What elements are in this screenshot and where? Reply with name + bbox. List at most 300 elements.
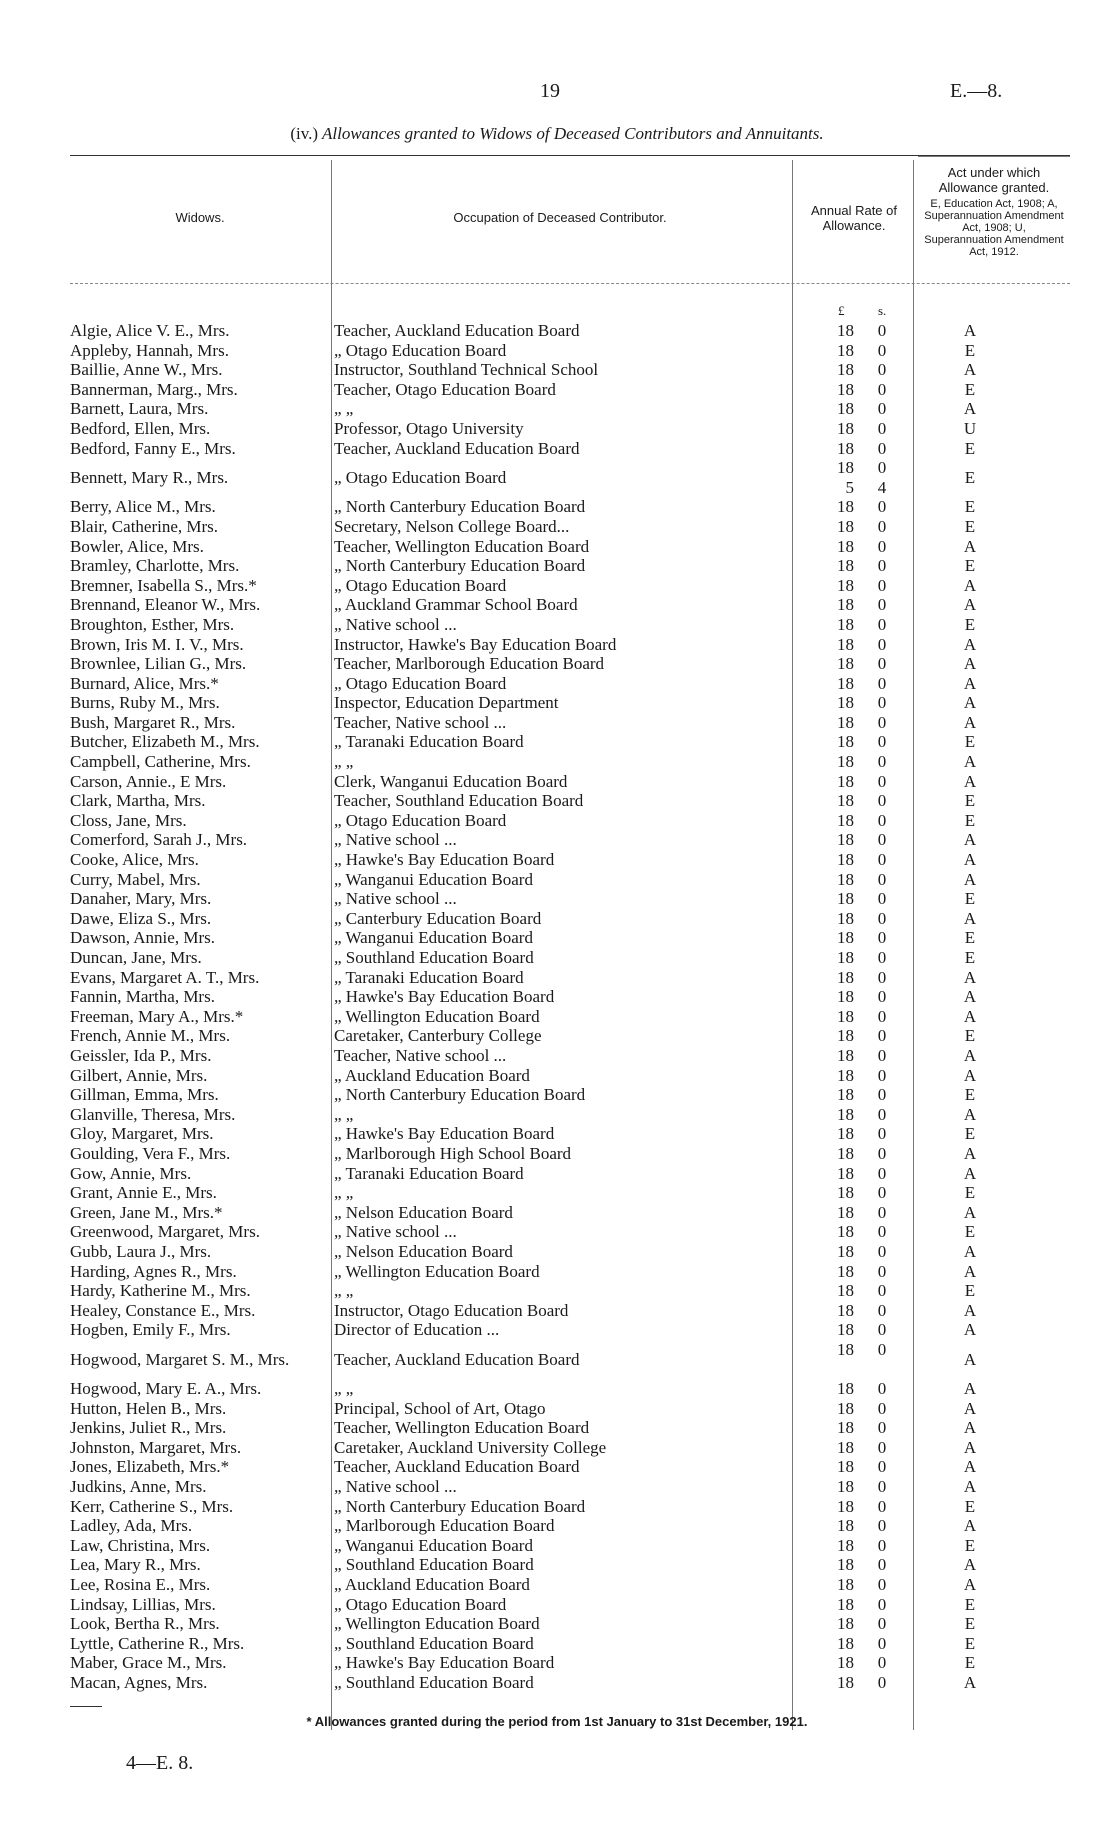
occupation: „ North Canterbury Education Board: [334, 556, 586, 576]
act-code: E: [964, 1653, 976, 1673]
widow-name: French, Annie M., Mrs.: [70, 1026, 231, 1046]
rate-shillings: 0: [877, 791, 887, 811]
table-row: [70, 791, 1070, 811]
occupation: Teacher, Auckland Education Board: [334, 321, 580, 340]
widow-name: Greenwood, Margaret, Mrs.: [70, 1222, 260, 1242]
occupation: Instructor, Hawke's Bay Education Board: [334, 634, 617, 654]
rate-shillings: 0: [877, 497, 887, 517]
act-code: E: [964, 1535, 976, 1555]
act-code: A: [963, 1143, 977, 1163]
rate-shillings: 0: [877, 321, 887, 340]
rate-pounds: 18: [837, 438, 854, 458]
rate-pounds: 18: [837, 516, 854, 536]
rate-shillings: 0: [877, 1398, 887, 1418]
occupation: Instructor, Southland Technical School: [334, 360, 599, 380]
widow-name: Bush, Margaret R., Mrs.: [70, 712, 236, 732]
act-code: A: [963, 771, 977, 791]
widow-name: Curry, Mabel, Mrs.: [70, 869, 201, 889]
act-code: A: [963, 1320, 977, 1340]
rate-pounds: 18: [837, 1672, 854, 1692]
table-row: [70, 1007, 1070, 1027]
rate-pounds: 18: [837, 908, 854, 928]
rate-shillings: 0: [877, 908, 887, 928]
widow-name: Lyttle, Catherine R., Mrs.: [70, 1633, 245, 1653]
rate-pounds: 18: [837, 1006, 854, 1026]
table-row: [70, 556, 1070, 576]
act-column-note: E, Education Act, 1908; A, Superannuation Amendment Act, 1908; U, Superannuation Amendment Act, 1912.: [924, 198, 1064, 258]
widow-name: Grant, Annie E., Mrs.: [70, 1183, 217, 1203]
widow-name: Jenkins, Juliet R., Mrs.: [70, 1418, 227, 1438]
act-code: E: [964, 467, 976, 487]
act-code: A: [963, 752, 977, 772]
widow-name: Maber, Grace M., Mrs.: [70, 1653, 227, 1673]
widow-name: Gilbert, Annie, Mrs.: [70, 1065, 208, 1085]
rate-pounds: 18: [837, 1104, 854, 1124]
table-row: [70, 1379, 1070, 1399]
rate-pounds-additional: 5: [845, 477, 854, 497]
widow-name: Bedford, Fanny E., Mrs.: [70, 438, 236, 458]
act-code: E: [964, 340, 976, 360]
widow-name: Kerr, Catherine S., Mrs.: [70, 1496, 234, 1516]
rate-pounds: 18: [837, 1085, 854, 1105]
rate-shillings: 0: [877, 1437, 887, 1457]
occupation: „ Auckland Grammar School Board: [334, 595, 578, 615]
rate-pounds: 18: [837, 1124, 854, 1144]
widow-name: Berry, Alice M., Mrs.: [70, 497, 216, 517]
occupation: Teacher, Auckland Education Board: [334, 1457, 580, 1477]
occupation: Teacher, Native school ...: [334, 712, 507, 732]
rate-pounds: 18: [837, 928, 854, 948]
widow-name: Brown, Iris M. I. V., Mrs.: [70, 634, 244, 654]
act-code: A: [963, 1575, 977, 1594]
act-code: A: [963, 1398, 977, 1418]
rate-shillings: 0: [877, 340, 887, 360]
act-code: E: [964, 791, 976, 811]
rate-pounds: 18: [837, 399, 854, 419]
act-code: A: [963, 1477, 977, 1497]
table-row: [70, 1438, 1070, 1458]
rate-pounds: 18: [837, 1477, 854, 1497]
act-code: U: [963, 418, 977, 438]
rate-shillings: 0: [877, 614, 887, 634]
act-code: A: [963, 1555, 977, 1575]
occupation: „ Otago Education Board: [334, 340, 507, 360]
rate-pounds: 18: [837, 1183, 854, 1203]
rate-pounds: 18: [837, 1026, 854, 1046]
table-row: [70, 321, 1070, 341]
widow-name: Dawson, Annie, Mrs.: [70, 928, 215, 948]
widow-name: Barnett, Laura, Mrs.: [70, 399, 209, 419]
widow-name: Bedford, Ellen, Mrs.: [70, 418, 211, 438]
rate-shillings: 0: [877, 379, 887, 399]
occupation: Caretaker, Canterbury College: [334, 1026, 542, 1046]
rate-pounds: 18: [837, 1222, 854, 1242]
table-row: [70, 850, 1070, 870]
rate-shillings: 0: [877, 1496, 887, 1516]
occupation: „ Wellington Education Board: [334, 1614, 540, 1634]
rate-shillings: 0: [877, 458, 887, 478]
widow-name: Law, Christina, Mrs.: [70, 1535, 211, 1555]
table-row: [70, 1026, 1070, 1046]
occupation: „ Hawke's Bay Education Board: [334, 1124, 555, 1144]
rate-shillings: 0: [877, 418, 887, 438]
table-row: [70, 537, 1070, 557]
rate-pounds: 18: [837, 850, 854, 870]
table-row: [70, 635, 1070, 655]
occupation: „ Southland Education Board: [334, 1672, 534, 1692]
occupation: „ Otago Education Board: [334, 467, 507, 487]
occupation: Inspector, Education Department: [334, 693, 559, 713]
act-code: E: [964, 948, 976, 967]
occupation: „ Marlborough High School Board: [334, 1143, 572, 1163]
act-code: A: [963, 1065, 977, 1085]
allowances-table-body: [70, 321, 1070, 1693]
table-row: [70, 1301, 1070, 1321]
rate-shillings: 0: [877, 1672, 887, 1692]
rate-shillings-additional: 4: [877, 477, 887, 497]
widow-name: Burns, Ruby M., Mrs.: [70, 693, 220, 713]
act-code: A: [963, 1163, 977, 1183]
rate-shillings: 0: [877, 850, 887, 870]
occupation: Principal, School of Art, Otago: [334, 1398, 546, 1418]
rate-pounds: 18: [837, 1143, 854, 1163]
occupation-column-header: Occupation of Deceased Contributor.: [453, 210, 667, 225]
rate-pounds: 18: [837, 987, 854, 1007]
table-row: [70, 732, 1070, 752]
annual-rate-column-header: Annual Rate of Allowance.: [810, 203, 897, 233]
widow-name: Burnard, Alice, Mrs.*: [70, 673, 219, 693]
widow-name: Bramley, Charlotte, Mrs.: [70, 556, 240, 576]
table-row: [70, 1066, 1070, 1086]
rate-pounds: 18: [837, 379, 854, 399]
rate-shillings: 0: [877, 438, 887, 458]
act-code: A: [963, 1418, 977, 1438]
rate-shillings: 0: [877, 1555, 887, 1575]
rate-pounds: 18: [837, 889, 854, 909]
rate-shillings: 0: [877, 360, 887, 380]
occupation: Teacher, Native school ...: [334, 1045, 507, 1065]
table-row: [70, 1653, 1070, 1673]
occupation: „ Taranaki Education Board: [334, 1163, 524, 1183]
widow-name: Algie, Alice V. E., Mrs.: [70, 321, 230, 340]
widow-name: Gow, Annie, Mrs.: [70, 1163, 192, 1183]
act-code: A: [963, 967, 977, 987]
table-row: [70, 752, 1070, 772]
rate-shillings: 0: [877, 1261, 887, 1281]
rate-shillings: 0: [877, 1379, 887, 1399]
table-row: [70, 987, 1070, 1007]
rate-shillings: 0: [877, 516, 887, 536]
occupation: „ Hawke's Bay Education Board: [334, 1653, 555, 1673]
occupation: „ „: [334, 1281, 354, 1301]
widow-name: Bannerman, Marg., Mrs.: [70, 379, 238, 399]
occupation: „ Otago Education Board: [334, 673, 507, 693]
table-row: [70, 674, 1070, 694]
act-code: A: [963, 1349, 977, 1369]
act-code: A: [963, 830, 977, 850]
document-reference: E.—8.: [950, 80, 1003, 102]
widow-name: Bennett, Mary R., Mrs.: [70, 467, 229, 487]
widow-name: Goulding, Vera F., Mrs.: [70, 1143, 231, 1163]
section-title: Allowances granted to Widows of Deceased Contributors and Annuitants.: [322, 124, 824, 143]
table-row: [70, 830, 1070, 850]
table-row: [70, 889, 1070, 909]
table-row: [70, 948, 1070, 968]
rate-pounds: 18: [837, 1241, 854, 1261]
shillings-unit: s.: [878, 303, 887, 318]
widow-name: Appleby, Hannah, Mrs.: [70, 340, 229, 360]
act-code: A: [963, 1241, 977, 1261]
rate-pounds: 18: [837, 1516, 854, 1536]
widow-name: Hogwood, Margaret S. M., Mrs.: [70, 1349, 290, 1369]
rate-shillings: 0: [877, 1006, 887, 1026]
widow-name: Evans, Margaret A. T., Mrs.: [70, 967, 260, 987]
widow-name: Ladley, Ada, Mrs.: [70, 1516, 193, 1536]
act-code: A: [963, 908, 977, 928]
rate-pounds: 18: [837, 1418, 854, 1438]
widow-name: Brownlee, Lilian G., Mrs.: [70, 654, 247, 674]
rate-shillings: 0: [877, 869, 887, 889]
widow-name: Hutton, Helen B., Mrs.: [70, 1398, 227, 1418]
table-bottom-rule: [70, 1706, 102, 1707]
act-code: A: [963, 693, 977, 713]
occupation: Teacher, Otago Education Board: [334, 379, 556, 399]
table-row: [70, 1203, 1070, 1223]
occupation: Teacher, Marlborough Education Board: [334, 654, 605, 674]
table-row: [70, 497, 1070, 517]
rate-shillings: 0: [877, 673, 887, 693]
table-row: [70, 928, 1070, 948]
occupation: „ Marlborough Education Board: [334, 1516, 555, 1536]
table-row: [70, 380, 1070, 400]
widow-name: Geissler, Ida P., Mrs.: [70, 1045, 212, 1065]
rate-shillings: 0: [877, 556, 887, 576]
rate-shillings: 0: [877, 1516, 887, 1536]
table-row: [70, 1183, 1070, 1203]
widow-name: Lea, Mary R., Mrs.: [70, 1555, 201, 1575]
widow-name: Gillman, Emma, Mrs.: [70, 1085, 219, 1105]
occupation: „ Native school ...: [334, 1222, 457, 1242]
occupation: „ Native school ...: [334, 889, 457, 909]
occupation: Caretaker, Auckland University College: [334, 1437, 607, 1457]
rate-shillings: 0: [877, 1614, 887, 1634]
table-row: [70, 1516, 1070, 1536]
table-row: [70, 870, 1070, 890]
act-code: A: [963, 654, 977, 674]
rate-pounds: 18: [837, 673, 854, 693]
occupation: Director of Education ...: [334, 1320, 500, 1340]
occupation: „ Nelson Education Board: [334, 1241, 513, 1261]
rate-shillings: 0: [877, 1418, 887, 1438]
rate-pounds: 18: [837, 418, 854, 438]
widow-name: Jones, Elizabeth, Mrs.*: [70, 1457, 230, 1477]
widow-name: Bremner, Isabella S., Mrs.*: [70, 575, 257, 595]
act-code: A: [963, 536, 977, 556]
act-code: A: [963, 1437, 977, 1457]
table-row: [70, 811, 1070, 831]
rate-pounds: 18: [837, 614, 854, 634]
act-code: E: [964, 1085, 976, 1105]
rate-shillings: 0: [877, 1300, 887, 1320]
rate-pounds: 18: [837, 340, 854, 360]
table-row: [70, 713, 1070, 733]
table-row: [70, 458, 1070, 497]
rate-shillings: 0: [877, 399, 887, 419]
occupation: „ Otago Education Board: [334, 1594, 507, 1614]
rate-shillings: 0: [877, 536, 887, 556]
rate-shillings: 0: [877, 1183, 887, 1203]
table-row: [70, 1320, 1070, 1340]
widow-name: Butcher, Elizabeth M., Mrs.: [70, 732, 260, 752]
widow-name: Dawe, Eliza S., Mrs.: [70, 908, 212, 928]
rate-shillings: 0: [877, 1065, 887, 1085]
widow-name: Harding, Agnes R., Mrs.: [70, 1261, 237, 1281]
occupation: „ Hawke's Bay Education Board: [334, 987, 555, 1007]
act-code: A: [963, 1516, 977, 1536]
widow-name: Hogben, Emily F., Mrs.: [70, 1320, 231, 1340]
rate-pounds: 18: [837, 1320, 854, 1340]
occupation: „ Southland Education Board: [334, 948, 534, 967]
widow-name: Freeman, Mary A., Mrs.*: [70, 1006, 244, 1026]
occupation: „ „: [334, 1104, 354, 1124]
widow-name: Clark, Martha, Mrs.: [70, 791, 206, 811]
rate-pounds: 18: [837, 1045, 854, 1065]
widow-name: Hogwood, Mary E. A., Mrs.: [70, 1379, 262, 1399]
occupation: Secretary, Nelson College Board...: [334, 516, 570, 536]
table-row: [70, 615, 1070, 635]
rate-pounds: 18: [837, 1594, 854, 1614]
rate-shillings: 0: [877, 1163, 887, 1183]
table-row: [70, 1575, 1070, 1595]
rate-shillings: 0: [877, 928, 887, 948]
table-row: [70, 517, 1070, 537]
rate-shillings: 0: [877, 1281, 887, 1301]
table-row: [70, 1614, 1070, 1634]
occupation: „ Otago Education Board: [334, 575, 507, 595]
rate-pounds: 18: [837, 752, 854, 772]
act-code: A: [963, 1300, 977, 1320]
rate-shillings: 0: [877, 948, 887, 967]
rate-shillings: 0: [877, 712, 887, 732]
rate-pounds: 18: [837, 732, 854, 752]
rate-pounds: 18: [837, 1202, 854, 1222]
act-code: E: [964, 614, 976, 634]
table-row: [70, 360, 1070, 380]
rate-shillings: 0: [877, 654, 887, 674]
table-row: [70, 1242, 1070, 1262]
widow-name: Judkins, Anne, Mrs.: [70, 1477, 207, 1497]
act-code: E: [964, 1124, 976, 1144]
widow-name: Gloy, Margaret, Mrs.: [70, 1124, 214, 1144]
rate-pounds: 18: [837, 771, 854, 791]
rate-shillings: 0: [877, 1594, 887, 1614]
table-row: [70, 341, 1070, 361]
act-code: A: [963, 712, 977, 732]
act-code: E: [964, 1594, 976, 1614]
widow-name: Lee, Rosina E., Mrs.: [70, 1575, 211, 1594]
rate-shillings: 0: [877, 1045, 887, 1065]
rate-shillings: 0: [877, 1241, 887, 1261]
table-row: [70, 1555, 1070, 1575]
act-code: A: [963, 1672, 977, 1692]
rate-pounds: 18: [837, 1535, 854, 1555]
header-bottom-rule: [70, 283, 1070, 284]
rate-pounds: 18: [837, 536, 854, 556]
rate-pounds: 18: [837, 458, 854, 478]
table-row: [70, 1595, 1070, 1615]
rate-pounds: 18: [837, 556, 854, 576]
rate-pounds: 18: [837, 830, 854, 850]
occupation: „ North Canterbury Education Board: [334, 1496, 586, 1516]
rate-shillings: 0: [877, 1575, 887, 1594]
table-row: [70, 1222, 1070, 1242]
pounds-unit: £: [838, 303, 845, 318]
rate-pounds: 18: [837, 1653, 854, 1673]
table-row: [70, 1164, 1070, 1184]
rate-pounds: 18: [837, 1398, 854, 1418]
rate-pounds: 18: [837, 360, 854, 380]
widow-name: Cooke, Alice, Mrs.: [70, 850, 199, 870]
rate-shillings: 0: [877, 1222, 887, 1242]
occupation: Clerk, Wanganui Education Board: [334, 771, 568, 791]
act-code: A: [963, 987, 977, 1007]
occupation: „ „: [334, 1379, 354, 1399]
occupation: „ Southland Education Board: [334, 1555, 534, 1575]
act-code: A: [963, 1006, 977, 1026]
rate-shillings: 0: [877, 1143, 887, 1163]
occupation: „ North Canterbury Education Board: [334, 1085, 586, 1105]
act-code: E: [964, 810, 976, 830]
rate-pounds: 18: [837, 1300, 854, 1320]
rate-shillings: 0: [877, 1653, 887, 1673]
widow-name: Healey, Constance E., Mrs.: [70, 1300, 256, 1320]
rate-shillings: 0: [877, 1026, 887, 1046]
table-row: [70, 1418, 1070, 1438]
act-code: A: [963, 1379, 977, 1399]
footnote: * Allowances granted during the period from 1st January to 31st December, 1921.: [306, 1714, 808, 1729]
act-code: E: [964, 889, 976, 909]
table-row: [70, 1634, 1070, 1654]
table-row: [70, 1457, 1070, 1477]
rate-pounds: 18: [837, 1379, 854, 1399]
section-heading: [0, 124, 1114, 144]
widow-name: Hardy, Katherine M., Mrs.: [70, 1281, 251, 1301]
occupation: „ Nelson Education Board: [334, 1202, 513, 1222]
table-row: [70, 693, 1070, 713]
rate-pounds: 18: [837, 1163, 854, 1183]
rate-shillings: 0: [877, 1535, 887, 1555]
rate-shillings: 0: [877, 830, 887, 850]
rate-shillings: 0: [877, 1104, 887, 1124]
rate-pounds: 18: [837, 634, 854, 654]
occupation: „ Southland Education Board: [334, 1633, 534, 1653]
rate-pounds: 18: [837, 791, 854, 811]
table-row: [70, 909, 1070, 929]
act-code: E: [964, 1183, 976, 1203]
occupation: „ Wanganui Education Board: [334, 1535, 533, 1555]
occupation: Teacher, Southland Education Board: [334, 791, 584, 811]
widow-name: Gubb, Laura J., Mrs.: [70, 1241, 212, 1261]
occupation: Teacher, Auckland Education Board: [334, 1349, 580, 1369]
table-row: [70, 1673, 1070, 1693]
table-row: [70, 1085, 1070, 1105]
rate-pounds: 18: [837, 1261, 854, 1281]
table-row: [70, 654, 1070, 674]
occupation: Instructor, Otago Education Board: [334, 1300, 569, 1320]
rate-pounds: 18: [837, 948, 854, 967]
widow-name: Campbell, Catherine, Mrs.: [70, 752, 251, 772]
table-row: [70, 772, 1070, 792]
